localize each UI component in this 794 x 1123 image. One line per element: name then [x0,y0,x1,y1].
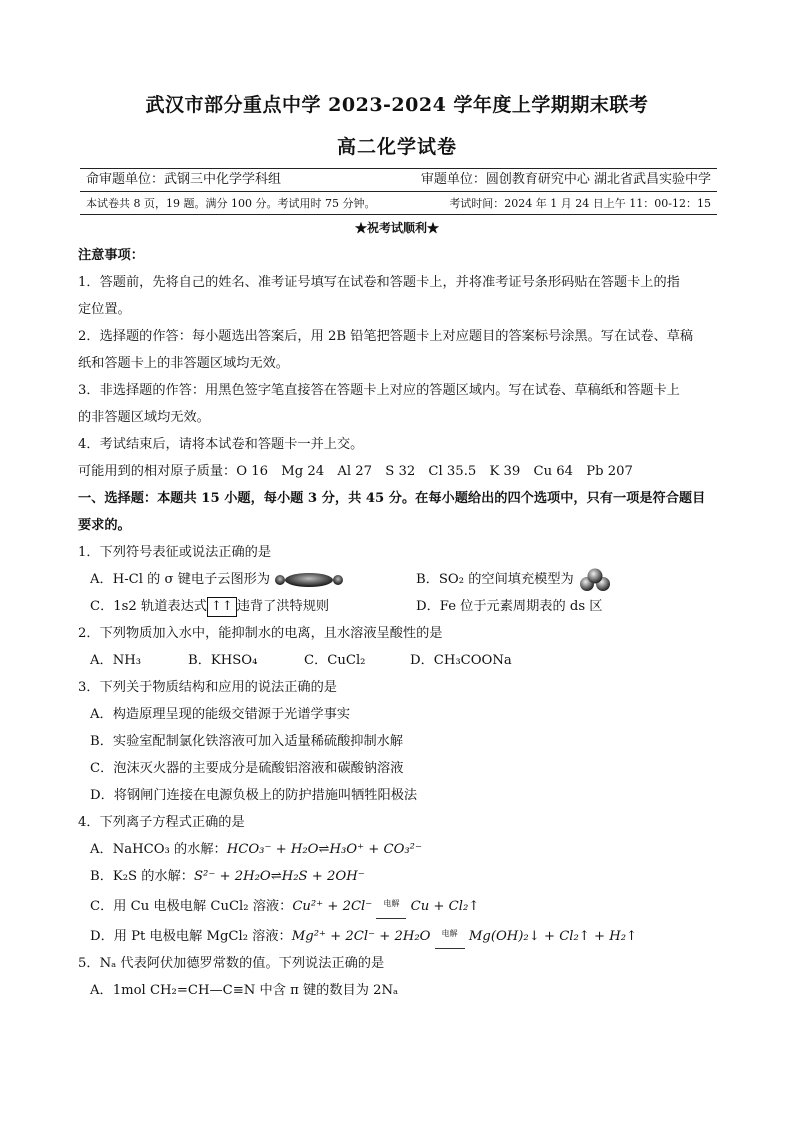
setter-unit: 命审题单位：武钢三中化学学科组 [86,172,282,187]
q3-option-d: D．将钢闸门连接在电源负极上的防护措施叫牺牲阳极法 [90,788,418,803]
exam-time: 考试时间：2024 年 1 月 24 日上午 11：00-12：15 [449,197,711,210]
exam-info-row [80,194,717,215]
notice-item-4: 4．考试结束后，请将本试卷和答题卡一并上交。 [78,437,364,452]
setter-row [80,168,717,192]
q3-option-b: B．实验室配制氯化铁溶液可加入适量稀硫酸抑制水解 [90,734,404,749]
notice-item-3: 3．非选择题的作答：用黑色签字笔直接答在答题卡上对应的答题区域内。写在试卷、草稿纸和答题卡上 [78,383,680,398]
notice-item-1b: 定位置。 [78,302,131,317]
electrolysis-condition: 电解 [376,890,406,917]
q3-option-c: C．泡沫灭火器的主要成分是硫酸铝溶液和碳酸钠溶液 [90,761,404,776]
q4-option-c-label: C．用 Cu 电极电解 CuCl₂ 溶液： [90,899,293,914]
q1-stem: 1．下列符号表征或说法正确的是 [78,545,272,560]
q1-option-c-text: C．1s2 轨道表达式 [90,599,207,614]
q2-options [78,647,720,674]
q2-option-b: B．KHSO₄ [188,653,258,668]
q4-option-b [78,863,720,890]
q2-option-a: A．NH₃ [90,653,142,668]
so2-model-icon [578,568,612,592]
q3-stem: 3．下列关于物质结构和应用的说法正确的是 [78,680,337,695]
section-heading-b: 要求的。 [78,518,131,533]
q1-option-d: D．Fe 位于元素周期表的 ds 区 [416,599,603,614]
notice-item-2b: 纸和答题卡上的非答题区域均无效。 [78,356,289,371]
q1-row-cd [78,593,720,620]
q1-option-a-text: A．H-Cl 的 σ 键电子云图形为 [90,572,271,587]
q4-option-a-label: A．NaHCO₃ 的水解： [90,842,227,857]
q4-option-d-right: Mg(OH)₂↓ + Cl₂↑ + H₂↑ [468,929,638,944]
q4-option-a-equation: HCO₃⁻ + H₂O⇌H₃O⁺ + CO₃²⁻ [226,842,422,857]
q1-row-ab [78,566,720,593]
q4-option-b-label: B．K₂S 的水解： [90,869,194,884]
section-heading: 一、选择题：本题共 15 小题，每小题 3 分，共 45 分。在每小题给出的四个选项中，只有一项是符合题目 [78,491,706,506]
q4-option-d-left: Mg²⁺ + 2Cl⁻ + 2H₂O [291,929,431,944]
q4-option-a [78,836,720,863]
q1-option-b-text: B．SO₂ 的空间填充模型为 [416,572,574,587]
atomic-masses: 可能用到的相对原子质量：O 16 Mg 24 Al 27 S 32 Cl 35.5 K 39 Cu 64 Pb 207 [78,464,633,479]
reviewer-unit: 审题单位：圆创教育研究中心 湖北省武昌实验中学 [420,172,711,187]
good-luck-line: ★祝考试顺利★ [354,221,439,235]
q4-option-c-right: Cu + Cl₂↑ [410,899,480,914]
orbital-box: ↑↑ [207,597,237,617]
q1-option-b [416,566,612,593]
notice-heading: 注意事项： [78,248,144,263]
exam-title: 武汉市部分重点中学 2023-2024 学年度上学期期末联考 [145,94,649,116]
q3-option-a: A．构造原理呈现的能级交错源于光谱学事实 [90,707,351,722]
q2-option-d: D．CH₃COONa [410,653,512,668]
q4-option-c [78,890,720,920]
notice-item-3b: 的非答题区域均无效。 [78,410,210,425]
q5-option-a: A．1mol CH₂=CH—C≡N 中含 π 键的数目为 2Nₐ [90,983,399,998]
q4-option-b-equation: S²⁻ + 2H₂O⇌H₂S + 2OH⁻ [194,869,365,884]
q4-option-d-label: D．用 Pt 电极电解 MgCl₂ 溶液： [90,929,292,944]
notice-item-1: 1．答题前，先将自己的姓名、准考证号填写在试卷和答题卡上，并将准考证号条形码贴在答题卡上的指 [78,275,680,290]
notice-item-2: 2．选择题的作答：每小题选出答案后，用 2B 铅笔把答题卡上对应题目的答案标号涂黑。写在试卷、草稿 [78,329,694,344]
notice-block [78,242,720,1004]
sigma-cloud-icon [274,571,344,589]
q4-stem: 4．下列离子方程式正确的是 [78,815,245,830]
q1-option-c [90,593,416,620]
q4-option-d [78,920,720,950]
q1-option-c-tail: 违背了洪特规则 [236,599,330,614]
q1-option-a [90,566,416,593]
exam-info: 本试卷共 8 页，19 题。满分 100 分。考试用时 75 分钟。 [86,197,376,210]
q2-option-c: C．CuCl₂ [304,653,366,668]
electrolysis-condition: 电解 [435,920,465,947]
q4-option-c-left: Cu²⁺ + 2Cl⁻ [292,899,373,914]
exam-subtitle: 高二化学试卷 [336,136,457,158]
q5-stem: 5．Nₐ 代表阿伏加德罗常数的值。下列说法正确的是 [78,956,385,971]
q2-stem: 2．下列物质加入水中，能抑制水的电离，且水溶液呈酸性的是 [78,626,443,641]
